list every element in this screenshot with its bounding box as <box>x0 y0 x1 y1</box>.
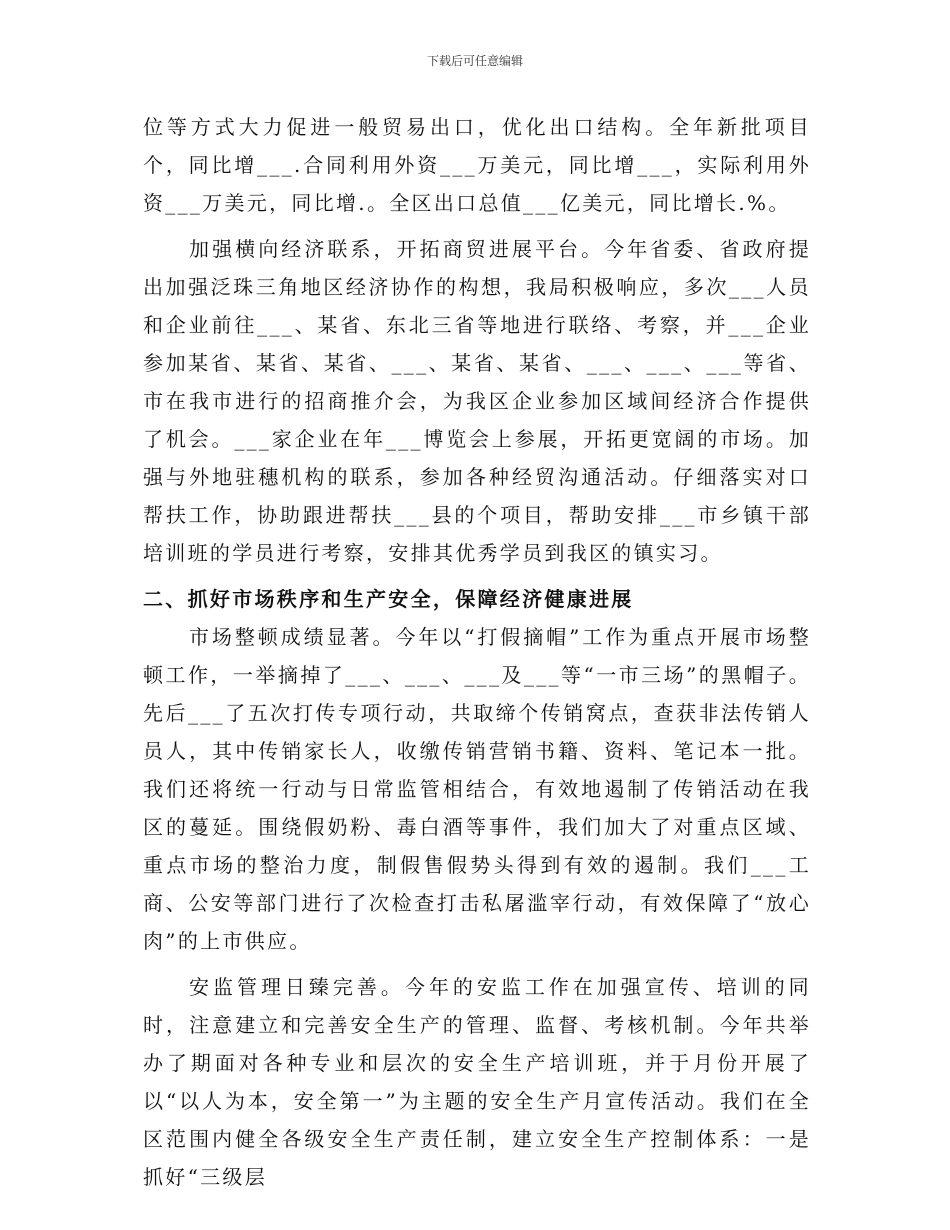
page-header-note: 下载后可任意编辑 <box>426 54 523 68</box>
paragraph-safety-management: 安监管理日臻完善。今年的安监工作在加强宣传、培训的同时，注意建立和完善安全生产的管理、监督、考核机制。今年共举办了期面对各种专业和层次的安全生产培训班，并于月份开展了以“以人为本，安全第一”为主题的安全生产月宣传活动。我们在全区范围内健全各级安全生产责任制，建立安全生产控制体系：一是抓好“三级层 <box>143 975 811 1189</box>
paragraph-market-rectification: 市场整顿成绩显著。今年以“打假摘帽”工作为重点开展市场整顿工作，一举摘掉了___、___、___及___等“一市三场”的黑帽子。先后___了五次打传专项行动，共取缔个传销窝点，查获非法传销人员人，其中传销家长人，收缴传销营销书籍、资料、笔记本一批。我们还将统一行动与日常监管相结合，有效地遏制了传销活动在我区的蔓延。围绕假奶粉、毒白酒等事件，我们加大了对重点区域、重点市场的整治力度，制假售假势头得到有效的遏制。我们___工商、公安等部门进行了次检查打击私屠滥宰行动，有效保障了“放心肉”的上市供应。 <box>143 625 811 953</box>
paragraph-trade-export: 位等方式大力促进一般贸易出口，优化出口结构。全年新批项目个，同比增___.合同利用外资___万美元，同比增___，实际利用外资___万美元，同比增.。全区出口总值___亿美元，同比增长.%。 <box>143 115 811 215</box>
section-heading-market-order: 二、抓好市场秩序和生产安全，保障经济健康进展 <box>143 587 634 611</box>
paragraph-economic-ties: 加强横向经济联系，开拓商贸进展平台。今年省委、省政府提出加强泛珠三角地区经济协作的构想，我局积极响应，多次___人员和企业前往___、某省、东北三省等地进行联络、考察，并___企业参加某省、某省、某省、___、某省、某省、___、___、___等省、市在我市进行的招商推介会，为我区企业参加区域间经济合作提供了机会。___家企业在年___博览会上参展，开拓更宽阔的市场。加强与外地驻穗机构的联系，参加各种经贸沟通活动。仔细落实对口帮扶工作，协助跟进帮扶___县的个项目，帮助安排___市乡镇干部培训班的学员进行考察，安排其优秀学员到我区的镇实习。 <box>143 237 811 565</box>
document-body <box>143 108 811 1204</box>
